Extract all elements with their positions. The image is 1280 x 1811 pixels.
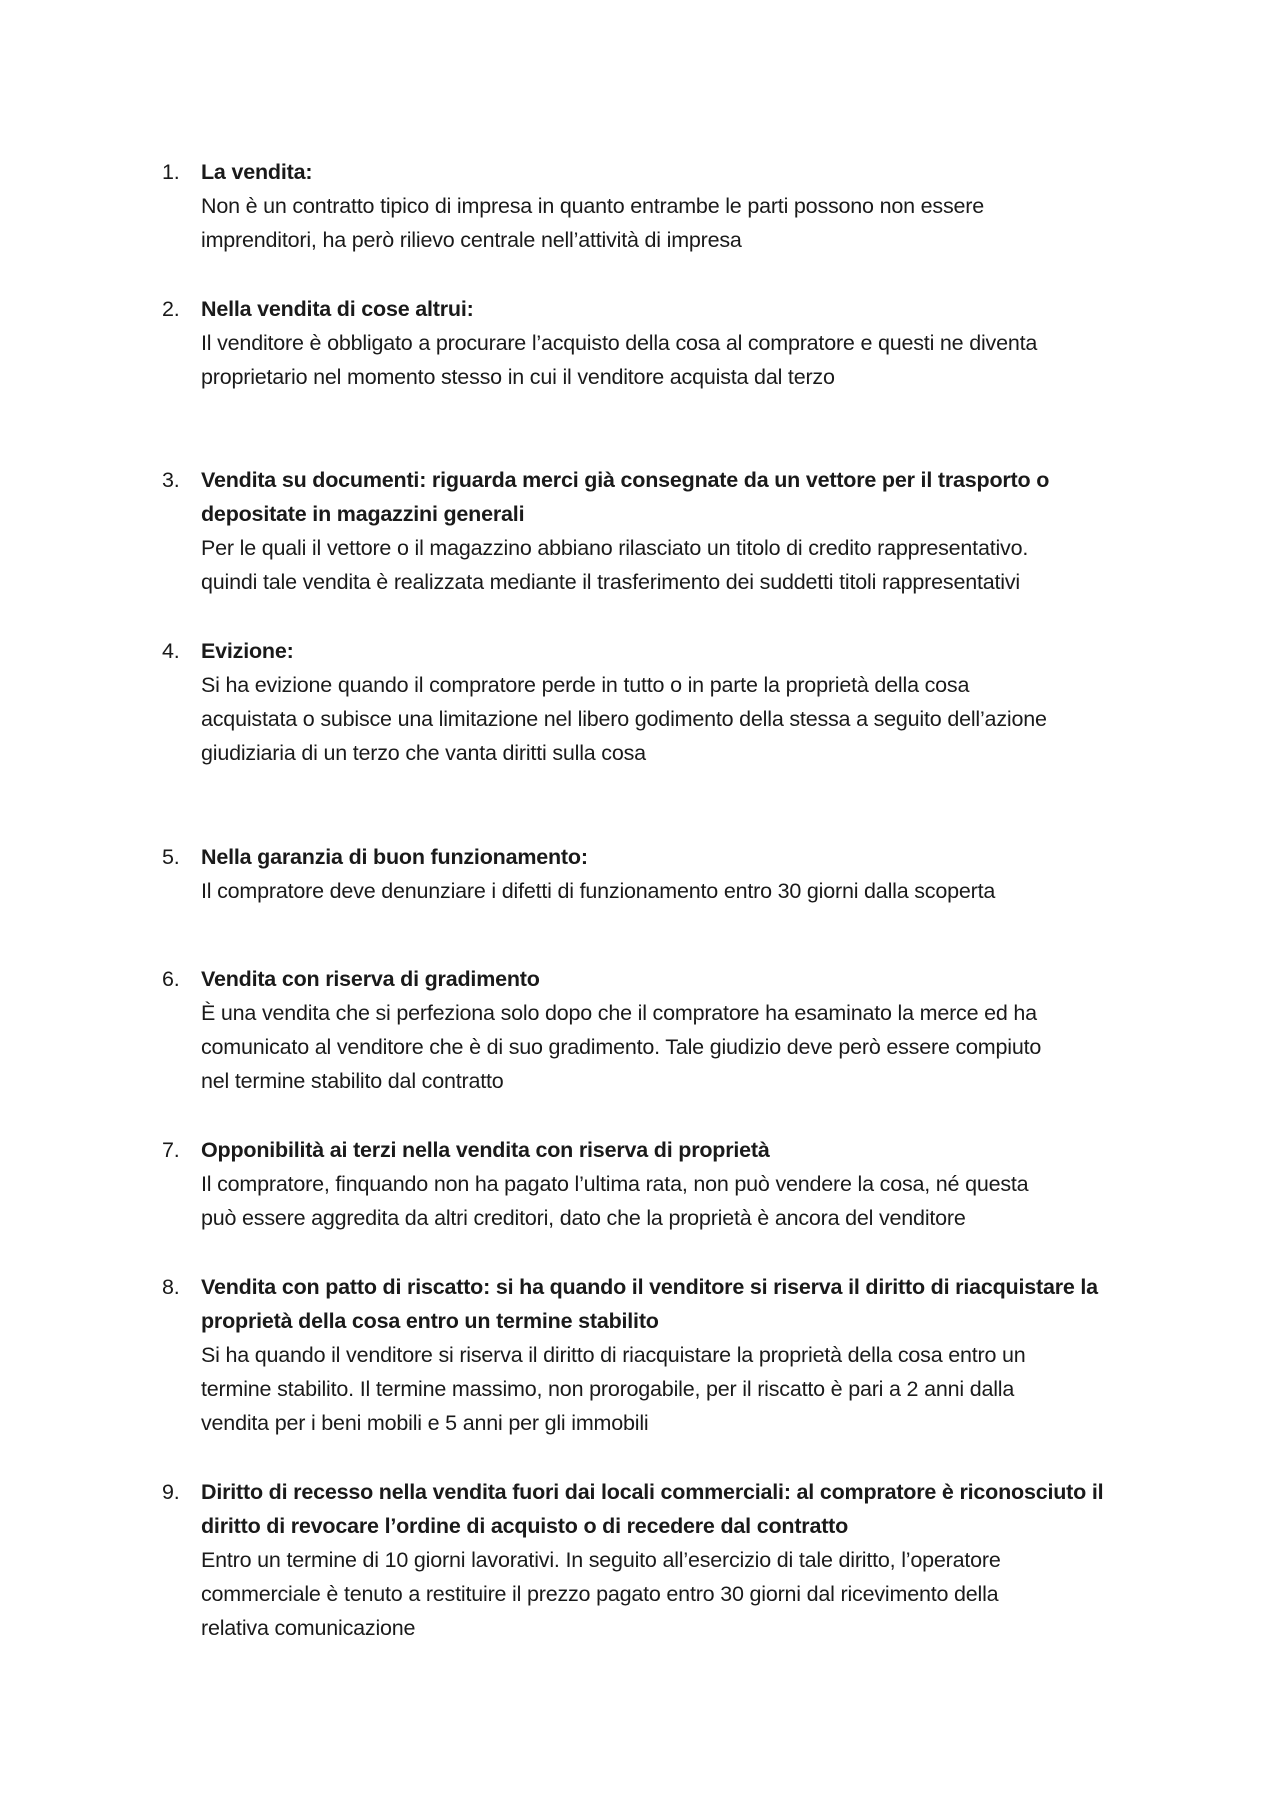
item-number: 8. <box>162 1275 180 1299</box>
item-text: giudiziaria di un terzo che vanta diritti sulla cosa <box>201 741 646 765</box>
item-number: 1. <box>162 160 180 184</box>
item-number: 4. <box>162 639 180 663</box>
item-title: Vendita con riserva di gradimento <box>201 967 540 991</box>
item-text: proprietario nel momento stesso in cui il venditore acquista dal terzo <box>201 365 835 389</box>
item-text: relativa comunicazione <box>201 1616 416 1640</box>
item-text: acquistata o subisce una limitazione nel libero godimento della stessa a seguito dell’azione <box>201 707 1047 731</box>
item-text: Il compratore, finquando non ha pagato l’ultima rata, non può vendere la cosa, né questa <box>201 1172 1029 1196</box>
item-title: diritto di revocare l’ordine di acquisto o di recedere dal contratto <box>201 1514 849 1538</box>
item-number: 3. <box>162 468 180 492</box>
item-text: commerciale è tenuto a restituire il prezzo pagato entro 30 giorni dal ricevimento della <box>201 1582 999 1606</box>
item-title: Nella garanzia di buon funzionamento: <box>201 845 588 869</box>
item-number: 7. <box>162 1138 180 1162</box>
item-number: 5. <box>162 845 180 869</box>
item-title: Vendita con patto di riscatto: si ha quando il venditore si riserva il diritto di riacquistare la <box>201 1275 1098 1299</box>
item-text: Il compratore deve denunziare i difetti di funzionamento entro 30 giorni dalla scoperta <box>201 879 996 903</box>
item-text: Si ha evizione quando il compratore perde in tutto o in parte la proprietà della cosa <box>201 673 970 697</box>
item-text: È una vendita che si perfeziona solo dopo che il compratore ha esaminato la merce ed ha <box>201 1001 1037 1025</box>
item-text: Si ha quando il venditore si riserva il diritto di riacquistare la proprietà della cosa entro un <box>201 1343 1026 1367</box>
item-number: 2. <box>162 297 180 321</box>
item-text: Entro un termine di 10 giorni lavorativi. In seguito all’esercizio di tale diritto, l’operatore <box>201 1548 1001 1572</box>
item-text: può essere aggredita da altri creditori, dato che la proprietà è ancora del venditore <box>201 1206 966 1230</box>
item-number: 9. <box>162 1480 180 1504</box>
item-text: comunicato al venditore che è di suo gradimento. Tale giudizio deve però essere compiuto <box>201 1035 1042 1059</box>
item-text: termine stabilito. Il termine massimo, non prorogabile, per il riscatto è pari a 2 anni dalla <box>201 1377 1015 1401</box>
item-title: Evizione: <box>201 639 294 663</box>
item-title: depositate in magazzini generali <box>201 502 525 526</box>
item-title: Vendita su documenti: riguarda merci già consegnate da un vettore per il trasporto o <box>201 468 1050 492</box>
item-number: 6. <box>162 967 180 991</box>
item-text: Non è un contratto tipico di impresa in quanto entrambe le parti possono non essere <box>201 194 984 218</box>
item-text: nel termine stabilito dal contratto <box>201 1069 504 1093</box>
item-text: vendita per i beni mobili e 5 anni per gli immobili <box>201 1411 649 1435</box>
item-title: Diritto di recesso nella vendita fuori dai locali commerciali: al compratore è riconosciuto il <box>201 1480 1104 1504</box>
item-text: Per le quali il vettore o il magazzino abbiano rilasciato un titolo di credito rappresentativo. <box>201 536 1029 560</box>
item-text: Il venditore è obbligato a procurare l’acquisto della cosa al compratore e questi ne diventa <box>201 331 1038 355</box>
item-text: imprenditori, ha però rilievo centrale nell’attività di impresa <box>201 228 742 252</box>
item-title: La vendita: <box>201 160 313 184</box>
item-title: proprietà della cosa entro un termine stabilito <box>201 1309 659 1333</box>
item-title: Nella vendita di cose altrui: <box>201 297 474 321</box>
item-text: quindi tale vendita è realizzata mediante il trasferimento dei suddetti titoli rappresentativi <box>201 570 1020 594</box>
item-title: Opponibilità ai terzi nella vendita con riserva di proprietà <box>201 1138 770 1162</box>
